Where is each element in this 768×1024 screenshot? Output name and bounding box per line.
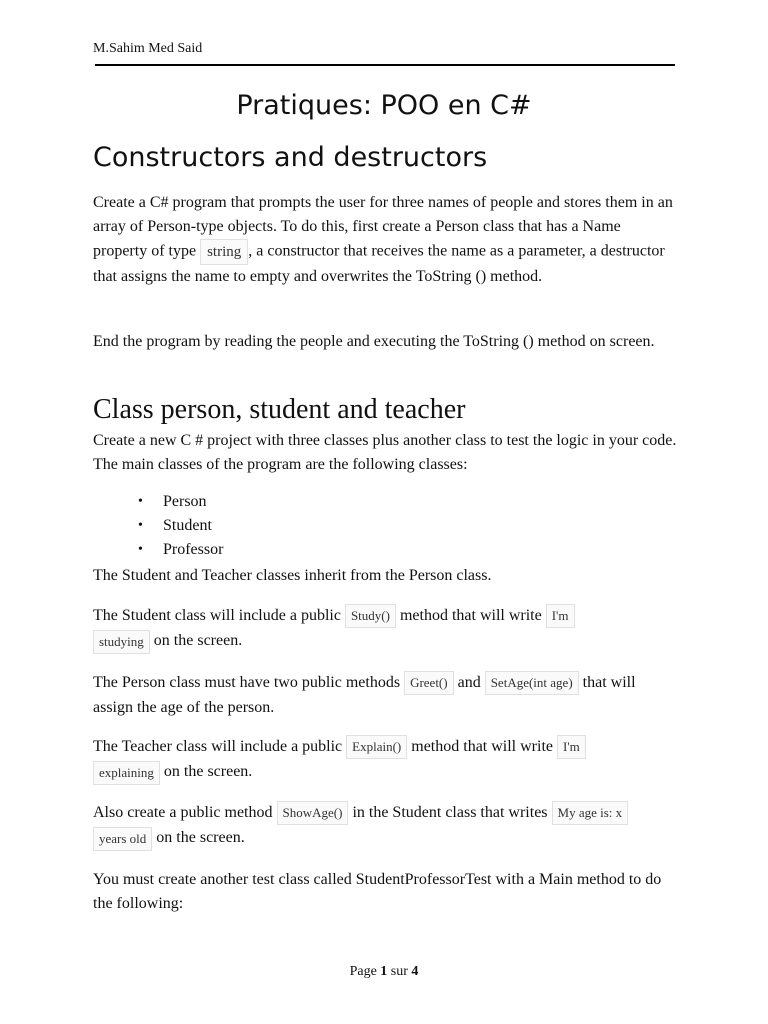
code-im: I'm — [557, 735, 586, 759]
paragraph-person — [93, 670, 677, 720]
code-string: string — [200, 239, 248, 265]
paragraph-text: The Person class must have two public methods — [93, 674, 405, 691]
code-showage: ShowAge() — [277, 801, 349, 825]
paragraph-intro: Create a new C # project with three classes plus another class to test the logic in your code. The main classes of the program are the following classes: — [93, 432, 677, 473]
paragraph-end-program: End the program by reading the people and executing the ToString () method on screen. — [93, 333, 655, 350]
section-heading-classes: Class person, student and teacher — [93, 394, 466, 425]
paragraph-showage — [93, 800, 677, 851]
footer-page-total: 4 — [411, 964, 419, 979]
paragraph-constructors — [93, 191, 677, 289]
paragraph-text: on the screen. — [159, 763, 253, 781]
paragraph-test-class: You must create another test class called StudentProfessorTest with a Main method to do the following: — [93, 871, 662, 912]
footer-page-number: 1 — [380, 964, 388, 979]
paragraph-text: Also create a public method — [93, 804, 277, 821]
code-studying: studying — [93, 630, 150, 654]
paragraph-inherit: The Student and Teacher classes inherit from the Person class. — [93, 567, 492, 584]
paragraph-text: on the screen. — [152, 829, 245, 847]
list-item: • Professor — [163, 538, 223, 562]
code-study: Study() — [345, 604, 396, 628]
paragraph-text: and — [453, 674, 485, 691]
paragraph-text: on the screen. — [149, 632, 243, 650]
footer-mid: sur — [387, 964, 412, 979]
paragraph-student — [93, 603, 677, 654]
list-item: • Person — [163, 490, 223, 514]
paragraph-text: Create a C# program that prompts the user for three names of people and stores them in an array of Person-type objects. To do this, first create a Person class that has a Name property of type — [93, 194, 673, 260]
paragraph-text: method that will write — [395, 607, 546, 624]
list-item: • Student — [163, 514, 223, 538]
page-footer — [0, 964, 768, 980]
code-im: I'm — [546, 604, 575, 628]
document-title: Pratiques: POO en C# — [236, 90, 532, 121]
code-greet: Greet() — [404, 671, 454, 695]
paragraph-text: The Teacher class will include a public — [93, 738, 347, 755]
code-my-age: My age is: x — [552, 801, 629, 825]
class-list — [93, 490, 223, 562]
paragraph-text: that will assign the age of the person. — [93, 674, 636, 717]
footer-prefix: Page — [349, 964, 381, 979]
code-setage: SetAge(int age) — [485, 671, 579, 695]
code-explaining: explaining — [93, 761, 160, 785]
paragraph-teacher — [93, 734, 677, 785]
header-rule — [95, 64, 675, 66]
paragraph-text: method that will write — [407, 738, 557, 755]
section-heading-constructors: Constructors and destructors — [93, 142, 488, 173]
paragraph-text: The Student class will include a public — [93, 607, 345, 624]
paragraph-text: , a constructor that receives the name as a parameter, a destructor that assigns the name to empty and overwrites the ToString () method. — [93, 242, 665, 285]
page-header-author: M.Sahim Med Said — [93, 41, 203, 56]
code-explain: Explain() — [346, 735, 407, 759]
code-years-old: years old — [93, 827, 152, 851]
paragraph-text: in the Student class that writes — [348, 804, 552, 821]
